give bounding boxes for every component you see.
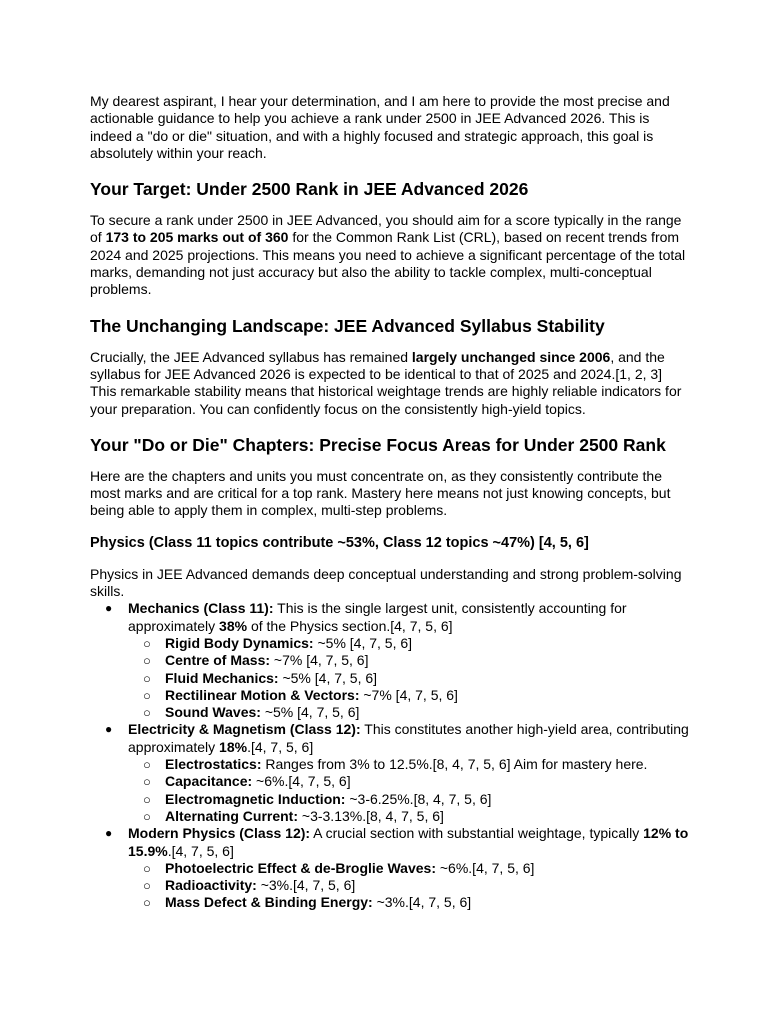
item-text: ~3-3.13%.[8, 4, 7, 5, 6]: [298, 807, 444, 824]
list-item: [128, 756, 690, 773]
list-item: [128, 808, 690, 825]
list-item: [128, 894, 690, 911]
item-label: Capacitance:: [165, 773, 253, 790]
circle-bullet-icon: ○: [143, 670, 151, 686]
item-label: Rigid Body Dynamics:: [165, 634, 314, 651]
list-item-mechanics: [90, 600, 690, 721]
circle-bullet-icon: ○: [143, 878, 151, 894]
item-text: ~3%.[4, 7, 5, 6]: [256, 877, 356, 894]
item-label: Electromagnetic Induction:: [165, 790, 346, 807]
item-label: Mass Defect & Binding Energy:: [165, 894, 373, 911]
circle-bullet-icon: ○: [143, 687, 151, 703]
item-text: ~3%.[4, 7, 5, 6]: [372, 894, 472, 911]
circle-bullet-icon: ○: [143, 757, 151, 773]
item-text: ~6%.[4, 7, 5, 6]: [435, 859, 535, 876]
modern-label: Modern Physics (Class 12):: [128, 825, 311, 842]
item-label: Sound Waves:: [165, 704, 261, 721]
list-item: [128, 687, 690, 704]
circle-bullet-icon: ○: [143, 895, 151, 911]
target-text-after: for the Common Rank List (CRL), based on recent trends from 2024 and 2025 projections. This means you need to achieve a significant percentage of the total marks, demanding not just accuracy but also the ability to tackle complex, multi-conceptual problems.: [90, 229, 686, 298]
bullet-icon: ●: [105, 601, 113, 616]
list-item-electricity-magnetism: [90, 721, 690, 825]
item-text: ~7% [4, 7, 5, 6]: [270, 652, 369, 669]
item-label: Centre of Mass:: [165, 652, 271, 669]
syllabus-text-after: , and the syllabus for JEE Advanced 2026 is expected to be identical to that of 2025 and 2024.[1, 2, 3] This remarkable stability means that historical weightage trends are highly reliable indicators for your preparation. You can confidently focus on the consistently high-yield topics.: [90, 348, 682, 417]
list-item: [128, 860, 690, 877]
list-item: [128, 670, 690, 687]
target-heading: Your Target: Under 2500 Rank in JEE Advanced 2026: [90, 179, 529, 200]
list-item: [128, 773, 690, 790]
item-text: Ranges from 3% to 12.5%.[8, 4, 7, 5, 6] Aim for mastery here.: [261, 756, 648, 773]
document-page: [90, 93, 690, 912]
em-label: Electricity & Magnetism (Class 12):: [128, 721, 361, 738]
chapters-heading: Your "Do or Die" Chapters: Precise Focus Areas for Under 2500 Rank: [90, 434, 666, 455]
list-item: [128, 635, 690, 652]
syllabus-text-before: Crucially, the JEE Advanced syllabus has remained: [90, 348, 412, 365]
circle-bullet-icon: ○: [143, 808, 151, 824]
list-item: [128, 877, 690, 894]
mechanics-label: Mechanics (Class 11):: [128, 600, 274, 617]
syllabus-heading: The Unchanging Landscape: JEE Advanced Syllabus Stability: [90, 315, 605, 336]
syllabus-bold: largely unchanged since 2006: [411, 348, 611, 365]
physics-unit-list: [90, 600, 690, 911]
item-text: ~5% [4, 7, 5, 6]: [278, 669, 378, 686]
list-item-modern-physics: [90, 825, 690, 911]
mechanics-sublist: [128, 635, 690, 721]
em-text-after: .[4, 7, 5, 6]: [247, 738, 314, 755]
list-item: [128, 791, 690, 808]
item-label: Alternating Current:: [165, 807, 298, 824]
item-text: ~7% [4, 7, 5, 6]: [359, 686, 458, 703]
modern-text-before: A crucial section with substantial weightage, typically: [310, 825, 644, 842]
list-item: [128, 704, 690, 721]
circle-bullet-icon: ○: [143, 791, 151, 807]
chapters-paragraph: Here are the chapters and units you must concentrate on, as they consistently contribute the most marks and are critical for a top rank. Mastery here means not just knowing concepts, but being able to apply them in complex, multi-step problems.: [90, 467, 671, 519]
item-text: ~6%.[4, 7, 5, 6]: [252, 773, 351, 790]
target-score-range: 173 to 205 marks out of 360: [105, 229, 289, 246]
em-pct: 18%: [219, 738, 248, 755]
item-text: ~5% [4, 7, 5, 6]: [260, 704, 360, 721]
modern-pct: 12% to 15.9%: [128, 825, 689, 859]
modern-text-after: .[4, 7, 5, 6]: [167, 842, 234, 859]
target-text-before: To secure a rank under 2500 in JEE Advanced, you should aim for a score typically in the range of: [90, 212, 682, 246]
physics-intro: Physics in JEE Advanced demands deep conceptual understanding and strong problem-solving skills.: [90, 565, 682, 600]
circle-bullet-icon: ○: [143, 860, 151, 876]
syllabus-paragraph: [90, 349, 690, 418]
bullet-icon: ●: [105, 826, 113, 841]
item-label: Photoelectric Effect & de-Broglie Waves:: [165, 859, 436, 876]
mechanics-pct: 38%: [219, 617, 248, 634]
physics-heading: Physics (Class 11 topics contribute ~53%, Class 12 topics ~47%) [4, 5, 6]: [90, 534, 589, 551]
item-label: Electrostatics:: [165, 756, 262, 773]
intro-paragraph: My dearest aspirant, I hear your determination, and I am here to provide the most precise and actionable guidance to help you achieve a rank under 2500 in JEE Advanced 2026. This is indeed a "do or die" situation, and with a highly focused and strategic approach, this goal is absolutely within your reach.: [90, 93, 670, 161]
em-text-before: This constitutes another high-yield area, contributing approximately: [128, 721, 689, 755]
circle-bullet-icon: ○: [143, 774, 151, 790]
circle-bullet-icon: ○: [143, 705, 151, 721]
target-paragraph: [90, 212, 690, 298]
item-label: Rectilinear Motion & Vectors:: [165, 686, 360, 703]
item-label: Fluid Mechanics:: [165, 669, 279, 686]
mechanics-text-before: This is the single largest unit, consistently accounting for approximately: [128, 600, 627, 634]
item-text: ~3-6.25%.[8, 4, 7, 5, 6]: [345, 790, 492, 807]
item-label: Radioactivity:: [165, 877, 257, 894]
circle-bullet-icon: ○: [143, 653, 151, 669]
mechanics-text-after: of the Physics section.[4, 7, 5, 6]: [247, 617, 453, 634]
item-text: ~5% [4, 7, 5, 6]: [313, 634, 413, 651]
em-sublist: [128, 756, 690, 825]
modern-sublist: [128, 860, 690, 912]
list-item: [128, 652, 690, 669]
bullet-icon: ●: [105, 722, 113, 737]
circle-bullet-icon: ○: [143, 635, 151, 651]
